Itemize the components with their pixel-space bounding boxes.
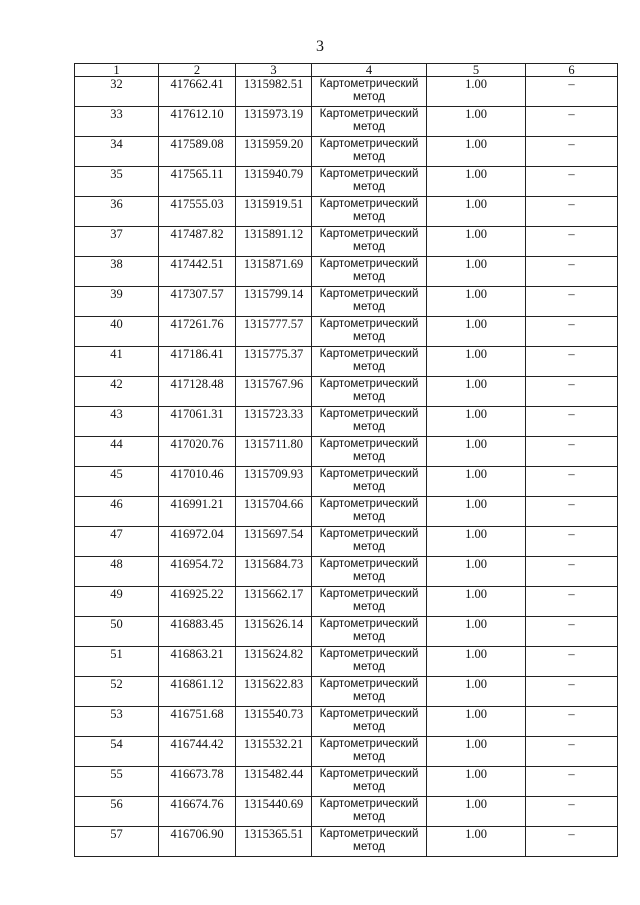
method-line-1: Картометрический: [319, 798, 419, 810]
coordinate-x: 416954.72: [159, 557, 236, 587]
coordinate-x: 417442.51: [159, 257, 236, 287]
coordinate-y: 1315440.69: [236, 797, 312, 827]
table-row: [75, 227, 618, 257]
coordinate-x: 416861.12: [159, 677, 236, 707]
method-line-1: Картометрический: [319, 588, 419, 600]
method-line-1: Картометрический: [319, 528, 419, 540]
accuracy-value: 1.00: [427, 767, 526, 797]
method-line-1: Картометрический: [319, 108, 419, 120]
coordinate-x: 416925.22: [159, 587, 236, 617]
method-line-2: метод: [353, 301, 385, 313]
point-number: 47: [75, 527, 159, 557]
note-value: –: [526, 707, 618, 737]
column-header-4: 4: [312, 64, 427, 77]
coordinate-x: 416972.04: [159, 527, 236, 557]
coordinate-x: 417010.46: [159, 467, 236, 497]
coordinate-x: 416863.21: [159, 647, 236, 677]
method-line-2: метод: [353, 601, 385, 613]
point-number: 32: [75, 77, 159, 107]
note-value: –: [526, 557, 618, 587]
point-number: 34: [75, 137, 159, 167]
accuracy-value: 1.00: [427, 647, 526, 677]
coordinate-x: 417307.57: [159, 287, 236, 317]
method-line-2: метод: [353, 841, 385, 853]
point-number: 53: [75, 707, 159, 737]
table-row: [75, 677, 618, 707]
point-number: 46: [75, 497, 159, 527]
column-header-2: 2: [159, 64, 236, 77]
accuracy-value: 1.00: [427, 527, 526, 557]
method-line-1: Картометрический: [319, 198, 419, 210]
method-cell: [312, 257, 427, 287]
coordinate-y: 1315982.51: [236, 77, 312, 107]
coordinate-x: 417061.31: [159, 407, 236, 437]
accuracy-value: 1.00: [427, 77, 526, 107]
method-cell: [312, 437, 427, 467]
accuracy-value: 1.00: [427, 347, 526, 377]
coordinate-y: 1315626.14: [236, 617, 312, 647]
method-line-2: метод: [353, 781, 385, 793]
accuracy-value: 1.00: [427, 137, 526, 167]
method-cell: [312, 317, 427, 347]
coordinate-y: 1315959.20: [236, 137, 312, 167]
method-line-1: Картометрический: [319, 258, 419, 270]
point-number: 48: [75, 557, 159, 587]
table-row: [75, 197, 618, 227]
point-number: 44: [75, 437, 159, 467]
accuracy-value: 1.00: [427, 587, 526, 617]
method-line-2: метод: [353, 151, 385, 163]
accuracy-value: 1.00: [427, 377, 526, 407]
coordinate-y: 1315662.17: [236, 587, 312, 617]
table-row: [75, 347, 618, 377]
header-row: [75, 64, 618, 77]
table-row: [75, 287, 618, 317]
coordinate-y: 1315775.37: [236, 347, 312, 377]
coordinate-x: 417487.82: [159, 227, 236, 257]
note-value: –: [526, 437, 618, 467]
table-row: [75, 407, 618, 437]
coordinate-y: 1315704.66: [236, 497, 312, 527]
table-row: [75, 377, 618, 407]
accuracy-value: 1.00: [427, 167, 526, 197]
coordinate-x: 416883.45: [159, 617, 236, 647]
point-number: 45: [75, 467, 159, 497]
note-value: –: [526, 317, 618, 347]
accuracy-value: 1.00: [427, 317, 526, 347]
note-value: –: [526, 467, 618, 497]
method-line-2: метод: [353, 121, 385, 133]
note-value: –: [526, 527, 618, 557]
note-value: –: [526, 107, 618, 137]
method-line-1: Картометрический: [319, 498, 419, 510]
coordinate-x: 417565.11: [159, 167, 236, 197]
accuracy-value: 1.00: [427, 797, 526, 827]
method-cell: [312, 227, 427, 257]
point-number: 43: [75, 407, 159, 437]
coordinate-x: 416673.78: [159, 767, 236, 797]
method-line-1: Картометрический: [319, 168, 419, 180]
table-row: [75, 437, 618, 467]
note-value: –: [526, 737, 618, 767]
method-line-2: метод: [353, 631, 385, 643]
table-row: [75, 797, 618, 827]
method-line-2: метод: [353, 421, 385, 433]
accuracy-value: 1.00: [427, 197, 526, 227]
method-line-2: метод: [353, 691, 385, 703]
method-line-1: Картометрический: [319, 408, 419, 420]
table-row: [75, 467, 618, 497]
method-cell: [312, 767, 427, 797]
column-header-3: 3: [236, 64, 312, 77]
coordinate-x: 416744.42: [159, 737, 236, 767]
point-number: 41: [75, 347, 159, 377]
method-line-2: метод: [353, 811, 385, 823]
method-line-1: Картометрический: [319, 558, 419, 570]
coordinate-y: 1315891.12: [236, 227, 312, 257]
method-cell: [312, 407, 427, 437]
note-value: –: [526, 137, 618, 167]
method-line-1: Картометрический: [319, 78, 419, 90]
coordinate-x: 416706.90: [159, 827, 236, 857]
column-header-6: 6: [526, 64, 618, 77]
coordinate-y: 1315482.44: [236, 767, 312, 797]
accuracy-value: 1.00: [427, 467, 526, 497]
note-value: –: [526, 407, 618, 437]
method-cell: [312, 737, 427, 767]
point-number: 57: [75, 827, 159, 857]
method-line-2: метод: [353, 451, 385, 463]
method-line-2: метод: [353, 331, 385, 343]
method-cell: [312, 527, 427, 557]
point-number: 33: [75, 107, 159, 137]
accuracy-value: 1.00: [427, 437, 526, 467]
note-value: –: [526, 767, 618, 797]
method-cell: [312, 677, 427, 707]
table-row: [75, 707, 618, 737]
method-line-1: Картометрический: [319, 708, 419, 720]
method-line-2: метод: [353, 511, 385, 523]
method-line-1: Картометрический: [319, 138, 419, 150]
accuracy-value: 1.00: [427, 107, 526, 137]
accuracy-value: 1.00: [427, 677, 526, 707]
coordinate-x: 417662.41: [159, 77, 236, 107]
method-cell: [312, 467, 427, 497]
method-cell: [312, 647, 427, 677]
method-line-1: Картометрический: [319, 738, 419, 750]
column-header-5: 5: [427, 64, 526, 77]
table-row: [75, 617, 618, 647]
note-value: –: [526, 617, 618, 647]
page-number: 3: [316, 38, 324, 55]
point-number: 56: [75, 797, 159, 827]
method-cell: [312, 617, 427, 647]
coordinate-y: 1315871.69: [236, 257, 312, 287]
method-line-2: метод: [353, 481, 385, 493]
method-cell: [312, 797, 427, 827]
column-header-1: 1: [75, 64, 159, 77]
method-line-2: метод: [353, 721, 385, 733]
method-cell: [312, 287, 427, 317]
point-number: 42: [75, 377, 159, 407]
accuracy-value: 1.00: [427, 227, 526, 257]
method-line-2: метод: [353, 391, 385, 403]
method-line-2: метод: [353, 661, 385, 673]
note-value: –: [526, 797, 618, 827]
coordinate-x: 417128.48: [159, 377, 236, 407]
note-value: –: [526, 167, 618, 197]
method-line-1: Картометрический: [319, 648, 419, 660]
coordinate-y: 1315540.73: [236, 707, 312, 737]
note-value: –: [526, 227, 618, 257]
method-cell: [312, 377, 427, 407]
coordinate-x: 417555.03: [159, 197, 236, 227]
note-value: –: [526, 77, 618, 107]
method-line-2: метод: [353, 271, 385, 283]
table-row: [75, 737, 618, 767]
method-line-1: Картометрический: [319, 828, 419, 840]
table-header: [75, 64, 618, 77]
table-row: [75, 527, 618, 557]
point-number: 50: [75, 617, 159, 647]
note-value: –: [526, 677, 618, 707]
table-row: [75, 317, 618, 347]
coordinate-y: 1315684.73: [236, 557, 312, 587]
point-number: 40: [75, 317, 159, 347]
method-line-1: Картометрический: [319, 348, 419, 360]
table-row: [75, 137, 618, 167]
coordinate-y: 1315973.19: [236, 107, 312, 137]
coordinate-y: 1315697.54: [236, 527, 312, 557]
table-row: [75, 767, 618, 797]
coordinate-y: 1315777.57: [236, 317, 312, 347]
coordinate-y: 1315919.51: [236, 197, 312, 227]
method-cell: [312, 167, 427, 197]
method-line-2: метод: [353, 241, 385, 253]
accuracy-value: 1.00: [427, 707, 526, 737]
accuracy-value: 1.00: [427, 257, 526, 287]
table-row: [75, 827, 618, 857]
coordinate-y: 1315711.80: [236, 437, 312, 467]
coordinate-y: 1315532.21: [236, 737, 312, 767]
method-line-2: метод: [353, 751, 385, 763]
note-value: –: [526, 197, 618, 227]
method-cell: [312, 77, 427, 107]
accuracy-value: 1.00: [427, 497, 526, 527]
note-value: –: [526, 257, 618, 287]
table-row: [75, 167, 618, 197]
point-number: 38: [75, 257, 159, 287]
method-cell: [312, 707, 427, 737]
table-row: [75, 77, 618, 107]
method-line-2: метод: [353, 571, 385, 583]
method-line-1: Картометрический: [319, 438, 419, 450]
accuracy-value: 1.00: [427, 407, 526, 437]
coordinate-y: 1315723.33: [236, 407, 312, 437]
coordinate-y: 1315365.51: [236, 827, 312, 857]
method-line-1: Картометрический: [319, 468, 419, 480]
table-row: [75, 557, 618, 587]
method-cell: [312, 137, 427, 167]
accuracy-value: 1.00: [427, 287, 526, 317]
point-number: 49: [75, 587, 159, 617]
coordinate-x: 417186.41: [159, 347, 236, 377]
method-line-1: Картометрический: [319, 378, 419, 390]
note-value: –: [526, 287, 618, 317]
point-number: 54: [75, 737, 159, 767]
point-number: 51: [75, 647, 159, 677]
coordinate-x: 417589.08: [159, 137, 236, 167]
point-number: 55: [75, 767, 159, 797]
coordinate-x: 416991.21: [159, 497, 236, 527]
method-line-1: Картометрический: [319, 678, 419, 690]
coordinate-x: 416674.76: [159, 797, 236, 827]
coordinate-y: 1315624.82: [236, 647, 312, 677]
point-number: 52: [75, 677, 159, 707]
accuracy-value: 1.00: [427, 617, 526, 647]
method-cell: [312, 107, 427, 137]
note-value: –: [526, 587, 618, 617]
method-line-2: метод: [353, 211, 385, 223]
note-value: –: [526, 377, 618, 407]
accuracy-value: 1.00: [427, 557, 526, 587]
method-line-2: метод: [353, 91, 385, 103]
method-cell: [312, 347, 427, 377]
point-number: 36: [75, 197, 159, 227]
table-row: [75, 257, 618, 287]
note-value: –: [526, 347, 618, 377]
table-row: [75, 497, 618, 527]
method-line-1: Картометрический: [319, 768, 419, 780]
note-value: –: [526, 497, 618, 527]
method-cell: [312, 827, 427, 857]
table-row: [75, 107, 618, 137]
point-number: 35: [75, 167, 159, 197]
table-row: [75, 647, 618, 677]
coordinate-x: 416751.68: [159, 707, 236, 737]
method-cell: [312, 557, 427, 587]
coordinate-y: 1315622.83: [236, 677, 312, 707]
method-cell: [312, 197, 427, 227]
accuracy-value: 1.00: [427, 737, 526, 767]
coordinate-y: 1315799.14: [236, 287, 312, 317]
method-line-1: Картометрический: [319, 228, 419, 240]
method-line-1: Картометрический: [319, 618, 419, 630]
table-row: [75, 587, 618, 617]
point-number: 39: [75, 287, 159, 317]
method-cell: [312, 497, 427, 527]
method-line-2: метод: [353, 361, 385, 373]
coordinate-y: 1315709.93: [236, 467, 312, 497]
coordinate-x: 417612.10: [159, 107, 236, 137]
coordinate-y: 1315940.79: [236, 167, 312, 197]
method-cell: [312, 587, 427, 617]
note-value: –: [526, 827, 618, 857]
point-number: 37: [75, 227, 159, 257]
accuracy-value: 1.00: [427, 827, 526, 857]
table-body: [75, 77, 618, 857]
method-line-2: метод: [353, 541, 385, 553]
coordinate-y: 1315767.96: [236, 377, 312, 407]
coordinate-x: 417261.76: [159, 317, 236, 347]
method-line-1: Картометрический: [319, 318, 419, 330]
note-value: –: [526, 647, 618, 677]
coordinate-x: 417020.76: [159, 437, 236, 467]
method-line-2: метод: [353, 181, 385, 193]
method-line-1: Картометрический: [319, 288, 419, 300]
coordinates-table: [74, 63, 618, 857]
